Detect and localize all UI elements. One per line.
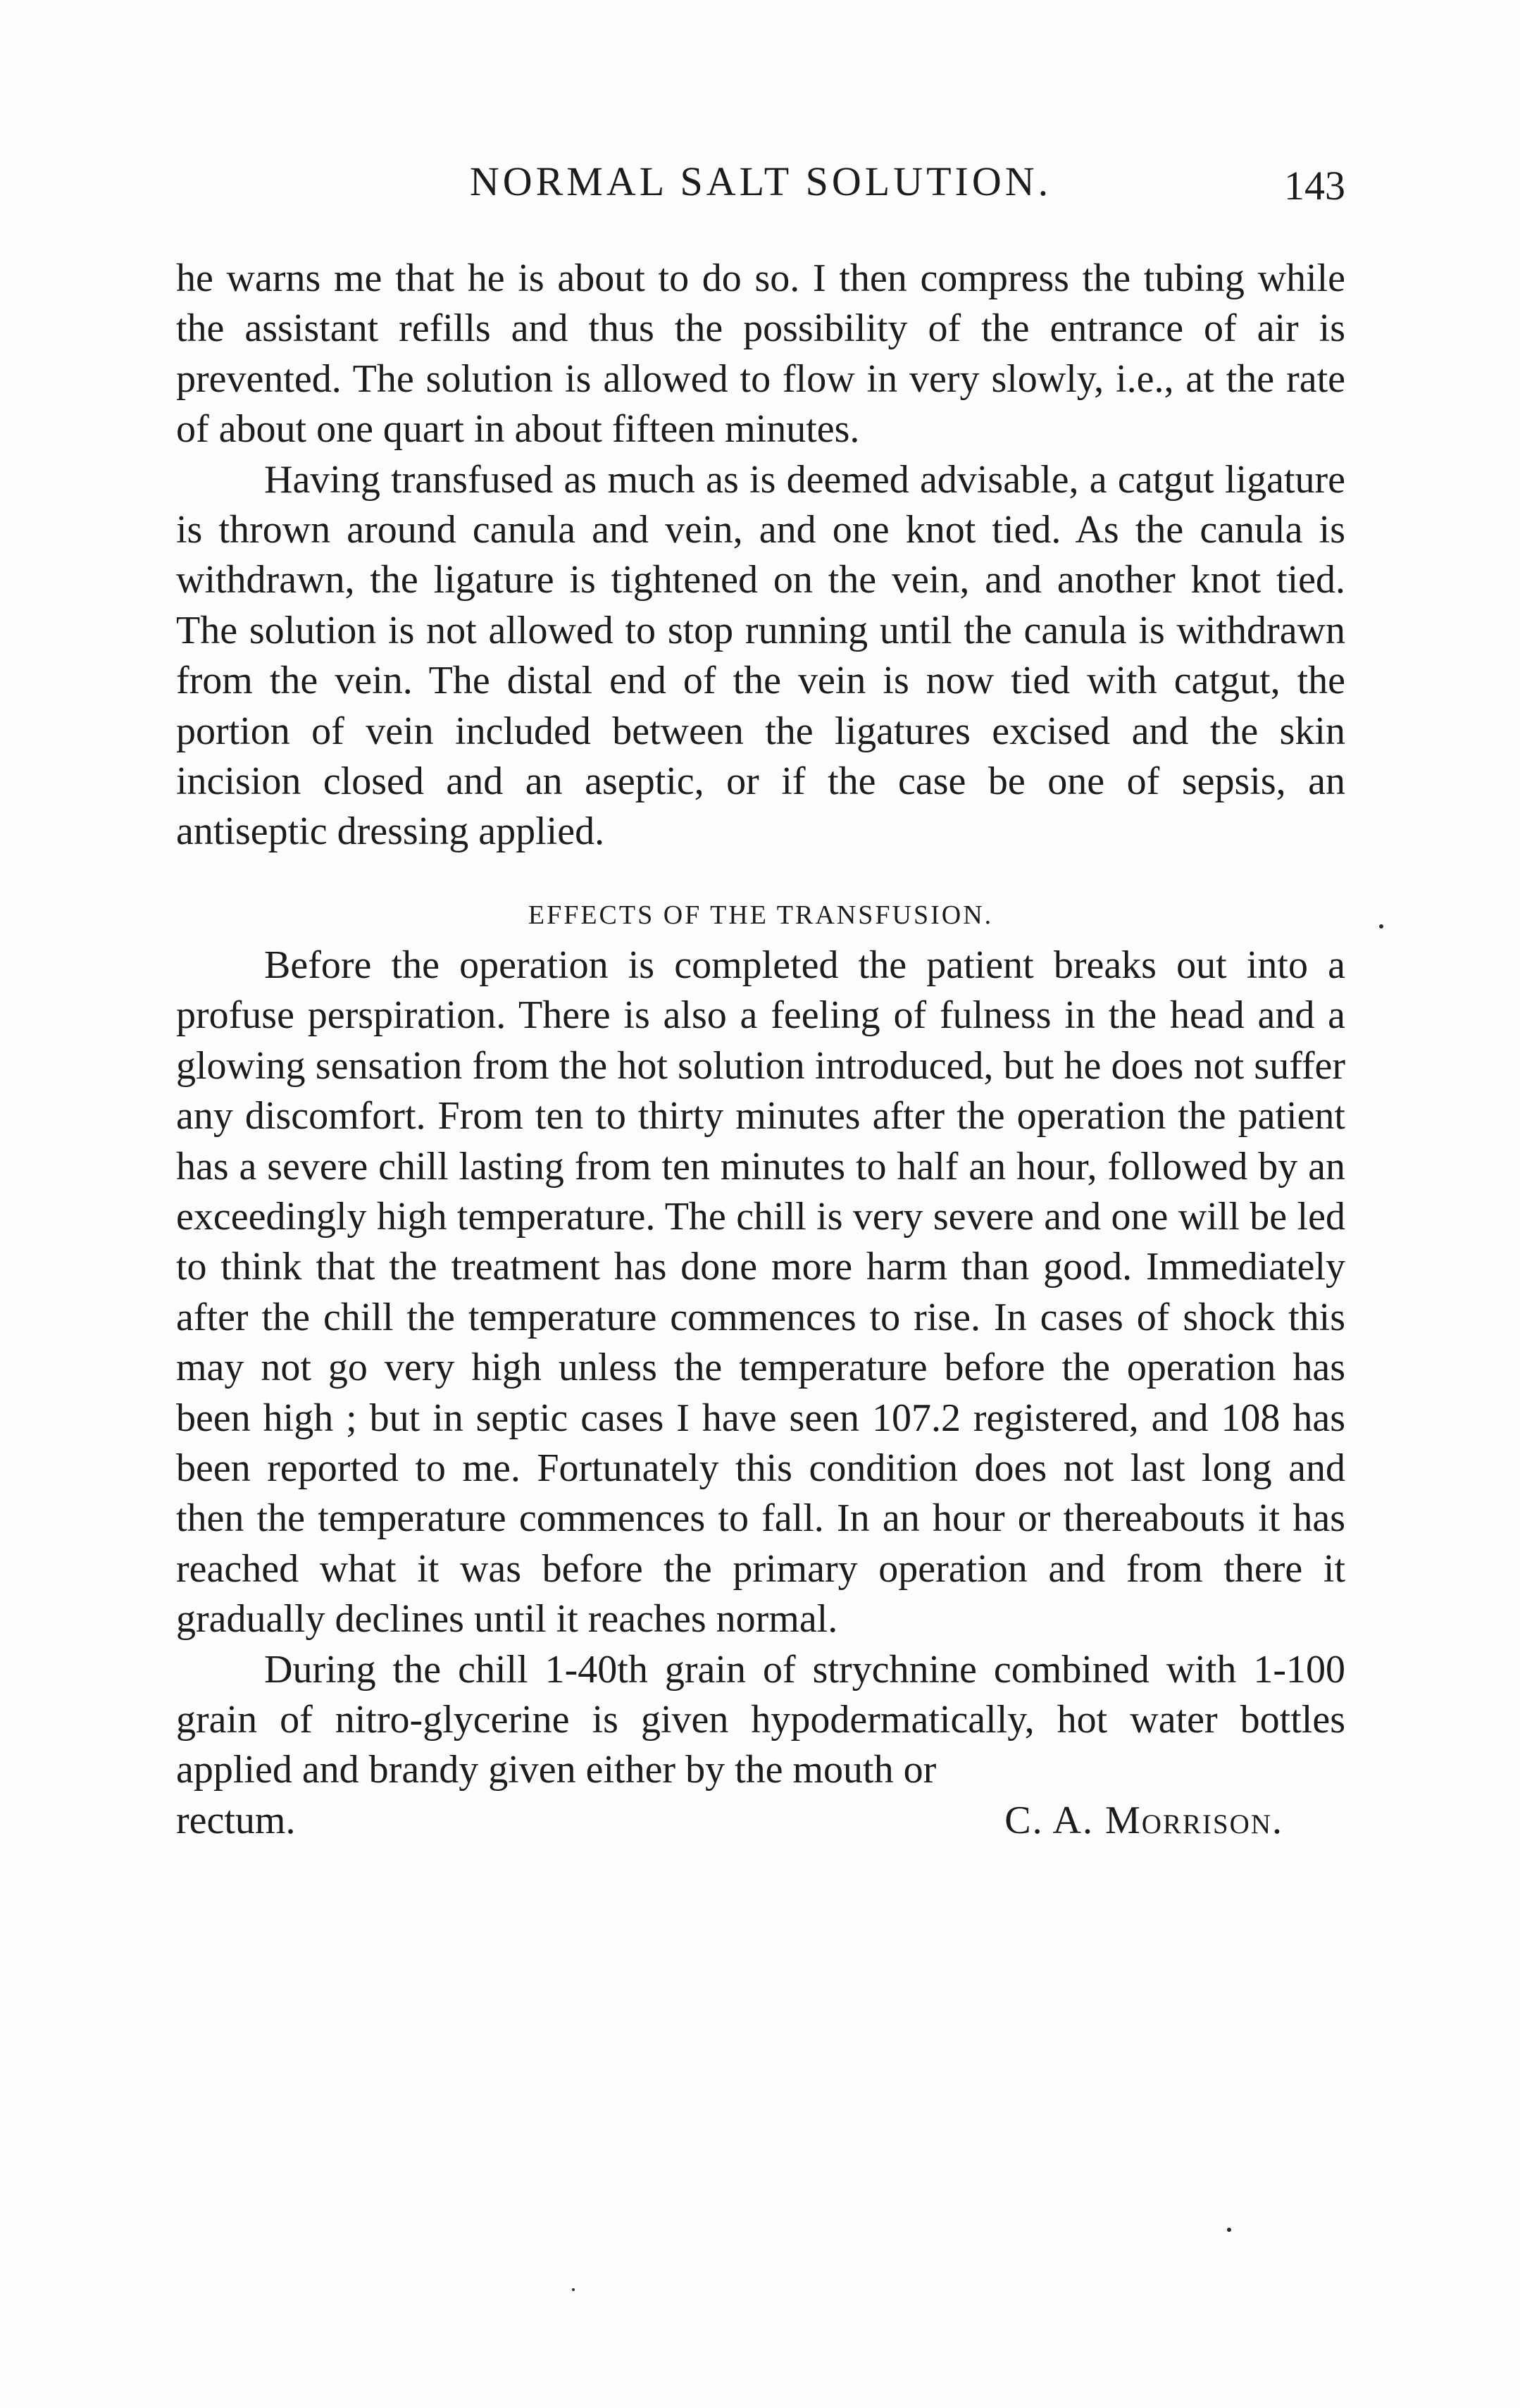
- print-speck: [1379, 924, 1383, 929]
- paragraph-ligature: Having transfused as much as is deemed advisable, a catgut ligature is thrown around canula and vein, and one knot tied. As the canula is withdrawn, the ligature is tightened on the vein, and another knot tied. The solution is not allowed to stop running until the canula is withdrawn from the vein. The distal end of the vein is now tied with catgut, the portion of vein included between the ligatures excised and the skin incision closed and an aseptic, or if the case be one of sepsis, an antiseptic dressing applied.: [176, 457, 1345, 854]
- closing-line: [176, 1796, 1345, 1846]
- section-heading: EFFECTS OF THE TRANSFUSION.: [528, 900, 994, 930]
- author-signature: C. A. Morrison.: [1004, 1798, 1283, 1842]
- print-speck: [572, 2288, 575, 2291]
- paragraph-continued: he warns me that he is about to do so. I then compress the tubing while the assistant refills and thus the possibility of the entrance of air is prevented. The solution is allowed to flow in very slowly, i.e., at the rate of about one quart in about fifteen minutes.: [176, 256, 1345, 452]
- paragraph-effects: Before the operation is completed the patient breaks out into a profuse perspiration. There is also a feeling of fulness in the head and a glowing sensation from the hot solution introduced, but he does not suffer any discomfort. From ten to thirty minutes after the operation the patient has a severe chill lasting from ten minutes to half an hour, followed by an exceedingly high temperature. The chill is very severe and one will be led to think that the treatment has done more harm than good. Immediately after the chill the temperature commences to rise. In cases of shock this may not go very high unless the temperature before the operation has been high ; but in septic cases I have seen 107.2 registered, and 108 has been reported to me. Fortunately this condition does not last long and then the temperature commences to fall. In an hour or thereabouts it has reached what it was before the primary operation and from there it gradually declines until it reaches normal.: [176, 943, 1345, 1641]
- running-head: [176, 154, 1345, 210]
- page-number: 143: [1284, 163, 1345, 209]
- paragraph-treatment: During the chill 1-40th grain of strychnine combined with 1-100 grain of nitro-glycerine is given hypodermatically, hot water bottles applied and brandy given either by the mouth or: [176, 1647, 1345, 1792]
- closing-word: rectum.: [176, 1798, 296, 1842]
- body-text: [176, 254, 1345, 1846]
- running-title: NORMAL SALT SOLUTION.: [469, 159, 1052, 204]
- print-speck: [1227, 2228, 1231, 2232]
